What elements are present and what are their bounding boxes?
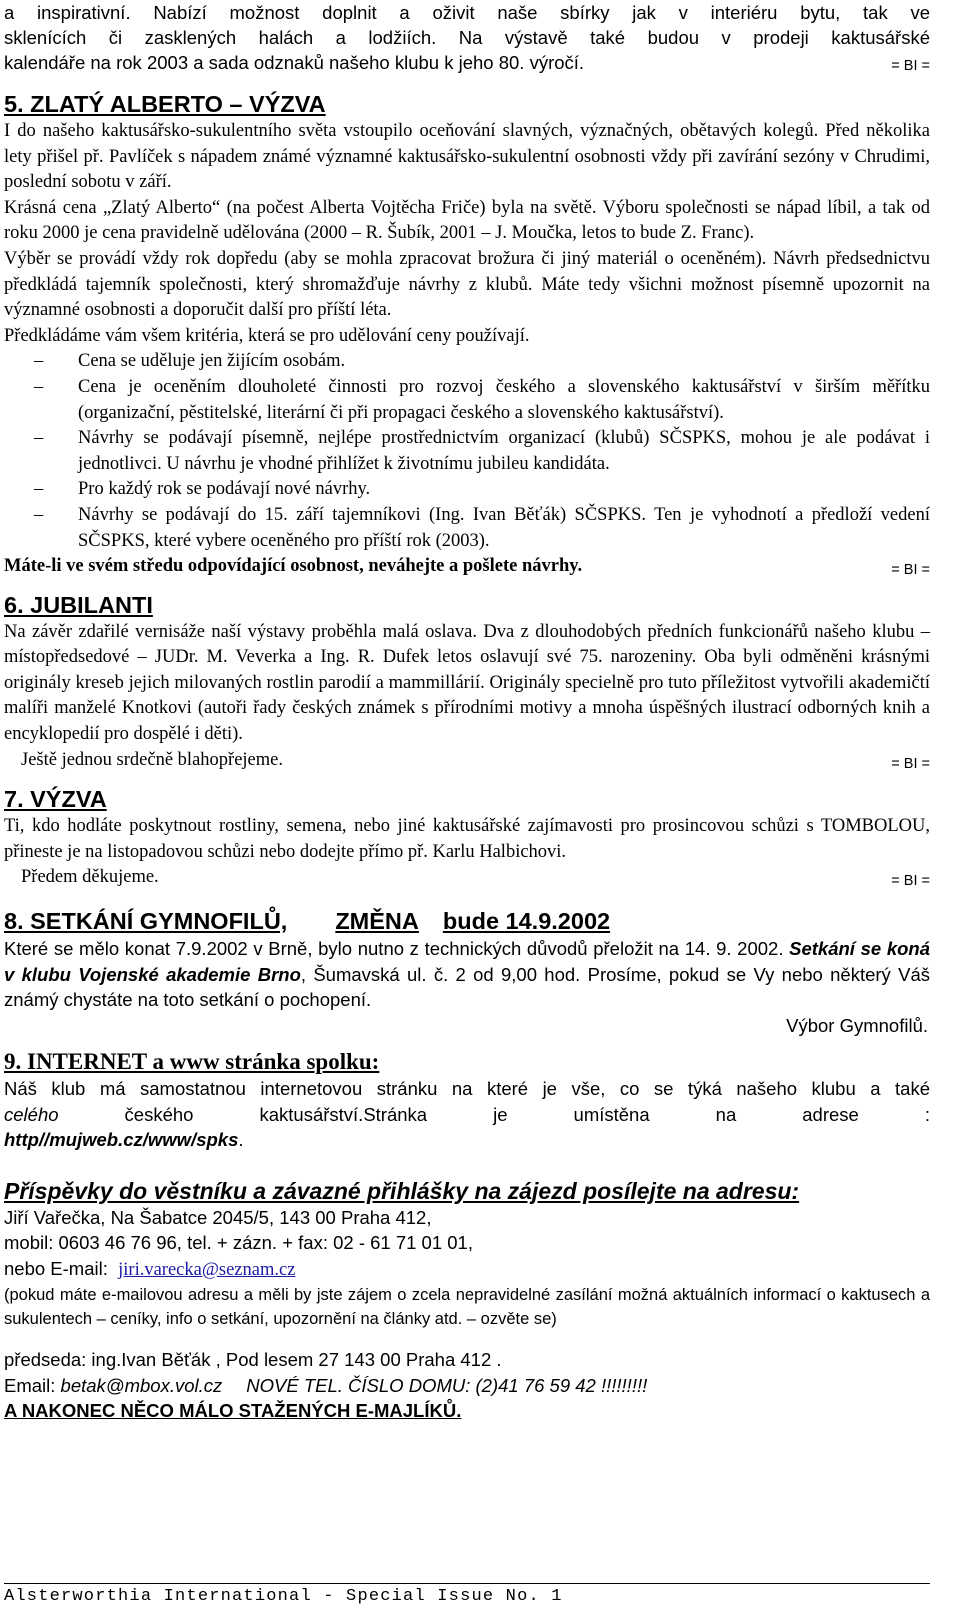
dash-bullet: – — [34, 479, 44, 500]
email-label: nebo E-mail: — [4, 1257, 108, 1279]
text: . — [238, 1129, 244, 1151]
paragraph: Krásná cena „Zlatý Alberto“ (na počest Alberta Vojtěcha Friče) byla na světě. Výboru společnosti se nápad líbil, a tak od roku 2000 je cena pravidelně udělována (2000 – R. Šubík, 2001 – J. Moučka, letos to bude Z. Franc). — [4, 197, 930, 244]
dash-bullet: – — [34, 428, 44, 449]
section-heading — [4, 906, 930, 936]
paragraph: Výběr se provádí vždy rok dopředu (aby se mohla zpracovat brožura či jiný materiál o oceněném). Návrh předsednictvu předkládá tajemník společnosti, který shromažďuje návrhy z klubů. Máte tedy všichni možnost písemně upozornit na významné osobnosti a doporučit další pro příští léta. — [4, 248, 930, 321]
chair-contact-line — [4, 1373, 930, 1399]
venue-text: Setkání se koná v klubu Vojenské akademie Brno — [4, 938, 931, 985]
section-internet — [4, 1048, 930, 1153]
heading-part: bude 14.9.2002 — [442, 908, 611, 935]
section-heading: 6. JUBILANTI — [4, 591, 153, 618]
closing-text: Máte-li ve svém středu odpovídající osobnost, neváhejte a pošlete návrhy. — [4, 556, 583, 577]
congrats-text: Ještě jednou srdečně blahopřejeme. — [21, 749, 283, 770]
paragraph: I do našeho kaktusářsko-sukulentního světa vstoupilo oceňování slavných, význačných, obětavých kolegů. Před několika lety přišel př. Pavlíček s nápadem známé významné kaktusářsko-sukulentní osobnosti vždy při zavírání sezóny v Chrudimi, poslední sobotu v září. — [4, 121, 930, 193]
paragraph — [4, 865, 930, 891]
contact-heading: Příspěvky do věstníku a závazné přihlášky na zájezd posílejte na adresu: — [4, 1177, 800, 1204]
list-item-text: Návrhy se podávají písemně, nejlépe prostřednictvím organizací (klubů) SČSPKS, mohou je ale podávat i jednotlivci. U návrhu je vhodné přihlížet k životnímu jubileu kandidáta. — [78, 428, 930, 474]
dash-bullet: – — [34, 376, 44, 397]
document-page — [4, 0, 930, 1424]
intro-line-3 — [4, 50, 930, 75]
phone-line: mobil: 0603 46 76 96, tel. + zázn. + fax: 02 - 61 71 01 01, — [4, 1232, 473, 1254]
email-link[interactable]: jiri.varecka@seznam.cz — [118, 1259, 296, 1280]
address-line: Jiří Vařečka, Na Šabatce 2045/5, 143 00 Praha 412, — [4, 1206, 432, 1228]
signature-bi: = BI = — [891, 755, 930, 772]
final-line: A NAKONEC NĚCO MÁLO STAŽENÝCH E-MAJLÍKŮ. — [4, 1400, 462, 1422]
chair-email[interactable]: betak@mbox.vol.cz — [60, 1374, 223, 1396]
section-setkani-gymnofilu — [4, 906, 930, 1038]
list-item-text: Návrhy se podávají do 15. září tajemníkovi (Ing. Ivan Běťák) SČSPKS. Ten je vyhodnotí a předloží vedení SČSPKS, které vybere oceněného pro příští rok (2003). — [78, 504, 930, 551]
intro-line-3-text: kalendáře na rok 2003 a sada odznaků našeho klubu k jeho 80. výročí. — [4, 52, 585, 73]
signature-bi: = BI = — [891, 873, 930, 890]
text: českého kaktusářství.Stránka je umístěna na adrese : — [124, 1103, 930, 1125]
paragraph: Předkládáme vám všem kritéria, která se pro udělování ceny používají. — [4, 325, 530, 346]
paragraph-line — [4, 1127, 930, 1153]
list-item-text: Pro každý rok se podávají nové návrhy. — [78, 479, 371, 500]
paragraph: Ti, kdo hodláte poskytnout rostliny, semena, nebo jiné kaktusářské zajímavosti pro prosincovou schůzi s TOMBOLOU, přineste je na listopadovou schůzi nebo dodejte přímo př. Karlu Halbichovi. — [4, 816, 930, 862]
list-item — [4, 349, 930, 375]
paragraph-line: Náš klub má samostatnou internetovou stránku na které je vše, co se týká našeho klubu a také — [4, 1078, 930, 1100]
dash-bullet: – — [34, 504, 44, 525]
closing-line — [4, 554, 930, 580]
paragraph-line — [4, 1102, 930, 1128]
list-item — [4, 477, 930, 503]
footer-text: Alsterworthia International - Special Issue No. 1 — [4, 1587, 563, 1606]
heading-part: ZMĚNA — [335, 908, 419, 935]
section-vyzva — [4, 784, 930, 891]
intro-line-1: a inspirativní. Nabízí možnost doplnit a oživit naše sbírky jak v interiéru bytu, tak ve — [4, 2, 930, 23]
list-item-text: Cena je oceněním dlouholeté činnosti pro rozvoj českého a slovenského kaktusářství v širším měřítku (organizační, pěstitelské, literární či při propagaci českého a slovenského kaktusářství). — [78, 376, 930, 423]
chair-phone: NOVÉ TEL. ČÍSLO DOMU: (2)41 76 59 42 !!!!!!!!! — [246, 1374, 648, 1396]
list-item-text: Cena se uděluje jen žijícím osobám. — [78, 351, 346, 372]
criteria-list — [4, 349, 930, 554]
text: celého — [4, 1103, 59, 1125]
section-heading: 7. VÝZVA — [4, 786, 107, 813]
email-line — [4, 1256, 930, 1284]
paragraph — [4, 748, 930, 774]
list-item — [4, 426, 930, 477]
paragraph: Na závěr zdařilé vernisáže naší výstavy proběhla malá oslava. Dva z dlouhodobých předních funkcionářů našeho klubu – místopředsedové – JUDr. M. Veverka a Ing. R. Dufek letos oslavují své 75. narozeniny. Oba byli odměněni krásnými originály kreseb jejich milovaných rostlin parodií a mammillárií. Originály specielně pro tuto příležitost vytvořili akademičtí malíři manželé Knotkovi (autoři řady českých známek s přírodními motivy a mnoha úspěšných ilustrací odborných knih a encyklopedií pro dospělé i děti). — [4, 621, 930, 745]
section-heading: 9. INTERNET a www stránka spolku: — [4, 1049, 380, 1075]
section-zlaty-alberto — [4, 89, 930, 580]
text: Které se mělo konat 7.9.2002 v Brně, bylo nutno z technických důvodů přeložit na 14. 9. 2002. — [4, 938, 784, 960]
spks-url-link[interactable]: http//mujweb.cz/www/spks — [4, 1129, 239, 1151]
list-item — [4, 503, 930, 554]
text: , Šumavská ul. č. 2 od 9,00 hod. Prosíme, pokud se Vy nebo některý Váš známý chystáte na toto setkání o pochopení. — [4, 963, 930, 1011]
email-label: Email: — [4, 1374, 56, 1396]
intro-section — [4, 0, 930, 75]
signature-bi: = BI = — [891, 58, 930, 74]
list-item — [4, 375, 930, 426]
intro-line-2: sklenících či zasklených halách a lodžiích. Na výstavě také budou v prodeji kaktusářské — [4, 27, 930, 48]
thanks-text: Předem děkujeme. — [21, 867, 159, 888]
paragraph — [4, 936, 930, 1013]
section-jubilanti — [4, 590, 930, 774]
signature-line: Výbor Gymnofilů. — [786, 1014, 928, 1036]
page-footer — [4, 1583, 930, 1606]
dash-bullet: – — [34, 351, 44, 372]
heading-part: 8. SETKÁNÍ GYMNOFILŮ, — [4, 908, 288, 935]
section-contact — [4, 1177, 930, 1424]
note-paragraph: (pokud máte e-mailovou adresu a měli by jste zájem o zcela nepravidelné zasílání možná aktuálních informací o kaktusech a sukulentech – ceníky, info o setkání, upozornění na články atd. – ozvěte se) — [4, 1286, 930, 1329]
chair-line: předseda: ing.Ivan Běťák , Pod lesem 27 143 00 Praha 412 . — [4, 1349, 502, 1371]
signature-bi: = BI = — [891, 562, 930, 579]
section-heading: 5. ZLATÝ ALBERTO – VÝZVA — [4, 91, 326, 117]
